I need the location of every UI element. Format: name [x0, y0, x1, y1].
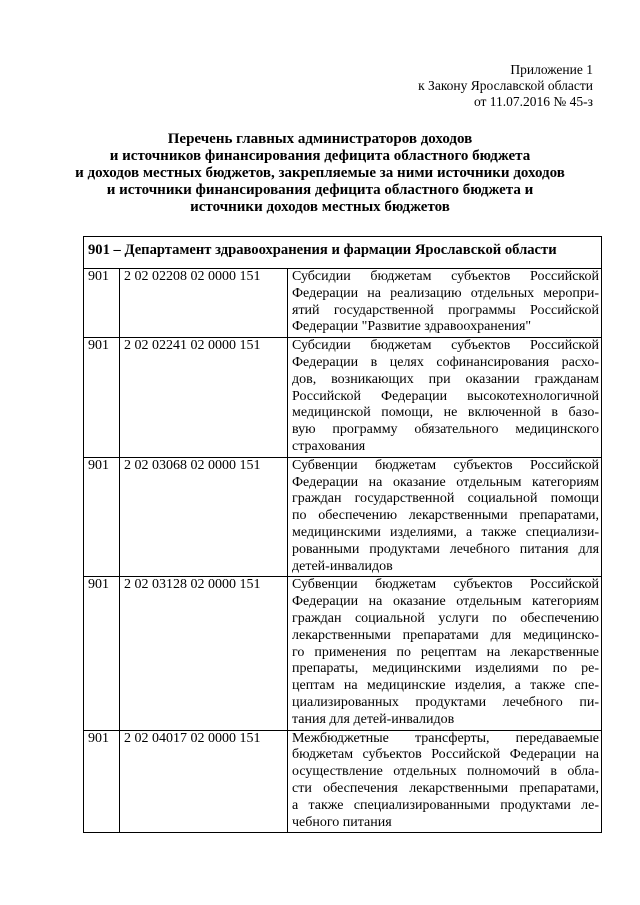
- description-line: Субсидии бюджетам субъектов Российской: [292, 338, 600, 354]
- description-line: циализированных продуктами лечебного пи-: [292, 694, 600, 710]
- description-line: медицинскими изделиями, а также специализи-: [292, 524, 600, 540]
- description-line: Федерации "Развитие здравоохранения": [292, 319, 532, 335]
- description-line: а также специализированными продуктами ле-: [292, 797, 600, 813]
- description-cell: [288, 730, 602, 833]
- title-line-1: Перечень главных администраторов доходов: [167, 131, 473, 147]
- appendix-line-2: к Закону Ярославской области: [418, 78, 593, 93]
- description-line: го применения по рецептам на лекарственные: [292, 644, 600, 660]
- budget-code-cell: 2 02 02241 02 0000 151: [120, 338, 288, 458]
- description-line: детей-инвалидов: [292, 558, 393, 574]
- description-cell: [288, 269, 602, 338]
- title-line-5: источники доходов местных бюджетов: [190, 199, 450, 215]
- table-row: [84, 269, 602, 338]
- description-line: дов, возникающих при оказании гражданам: [292, 371, 600, 387]
- description-line: Межбюджетные трансферты, передаваемые: [292, 730, 600, 746]
- description-line: тания для детей-инвалидов: [292, 711, 455, 727]
- budget-code-cell: 2 02 04017 02 0000 151: [120, 730, 288, 833]
- description-line: Федерации на реализацию отдельных меропри-: [292, 285, 600, 301]
- description-line: препараты, медицинскими изделиями по ре-: [292, 661, 600, 677]
- description-line: сти обеспечения лекарственными препаратами,: [292, 780, 600, 796]
- budget-code-cell: 2 02 03068 02 0000 151: [120, 457, 288, 577]
- table-row: [84, 577, 602, 730]
- description-line: граждан социальной услуги по обеспечению: [292, 610, 600, 626]
- revenue-table: [83, 236, 602, 833]
- department-header: 901 – Департамент здравоохранения и фармации Ярославской области: [84, 237, 602, 269]
- table-row: [84, 730, 602, 833]
- admin-code-cell: 901: [84, 577, 120, 730]
- description-line: медицинской помощи, не включенной в базо-: [292, 405, 600, 421]
- budget-code-cell: 2 02 02208 02 0000 151: [120, 269, 288, 338]
- description-line: Федерации на оказание отдельным категориям: [292, 474, 600, 490]
- description-line: граждан государственной социальной помощи: [292, 491, 600, 507]
- description-line: Федерации в целях софинансирования расхо-: [292, 354, 600, 370]
- description-cell: [288, 457, 602, 577]
- admin-code-cell: 901: [84, 338, 120, 458]
- description-line: ятий государственной программы Российской: [292, 302, 600, 318]
- title-line-4: и источники финансирования дефицита областного бюджета и: [106, 182, 534, 198]
- description-line: рованными продуктами лечебного питания для: [292, 541, 600, 557]
- description-line: Российской Федерации высокотехнологичной: [292, 388, 600, 404]
- description-line: осуществление отдельных полномочий в обла-: [292, 764, 600, 780]
- description-line: Субсидии бюджетам субъектов Российской: [292, 269, 600, 284]
- description-line: лекарственными препаратами для медицинско-: [292, 627, 600, 643]
- description-cell: [288, 577, 602, 730]
- description-line: Субвенции бюджетам субъектов Российской: [292, 577, 600, 593]
- description-line: страхования: [292, 438, 366, 454]
- description-line: цептам на медицинские изделия, а также спе-: [292, 678, 600, 694]
- title-line-2: и источников финансирования дефицита областного бюджета: [109, 148, 531, 164]
- table-row: [84, 457, 602, 577]
- table-row: [84, 338, 602, 458]
- appendix-header: [418, 62, 593, 110]
- title-line-3: и доходов местных бюджетов, закрепляемые за ними источники доходов: [75, 165, 565, 181]
- description-line: по обеспечению лекарственными препаратами,: [292, 508, 600, 524]
- description-cell: [288, 338, 602, 458]
- budget-code-cell: 2 02 03128 02 0000 151: [120, 577, 288, 730]
- admin-code-cell: 901: [84, 457, 120, 577]
- admin-code-cell: 901: [84, 269, 120, 338]
- revenue-table-body: [84, 237, 602, 833]
- admin-code-cell: 901: [84, 730, 120, 833]
- department-row: [84, 237, 602, 269]
- description-line: вую программу обязательного медицинского: [292, 422, 600, 438]
- description-line: бюджетам субъектов Российской Федерации на: [292, 747, 600, 763]
- description-line: Субвенции бюджетам субъектов Российской: [292, 457, 600, 473]
- appendix-line-1: Приложение 1: [510, 62, 593, 77]
- document-title: [60, 131, 580, 216]
- description-line: Федерации на оказание отдельным категориям: [292, 594, 600, 610]
- description-line: чебного питания: [292, 814, 392, 830]
- appendix-line-3: от 11.07.2016 № 45-з: [473, 94, 593, 109]
